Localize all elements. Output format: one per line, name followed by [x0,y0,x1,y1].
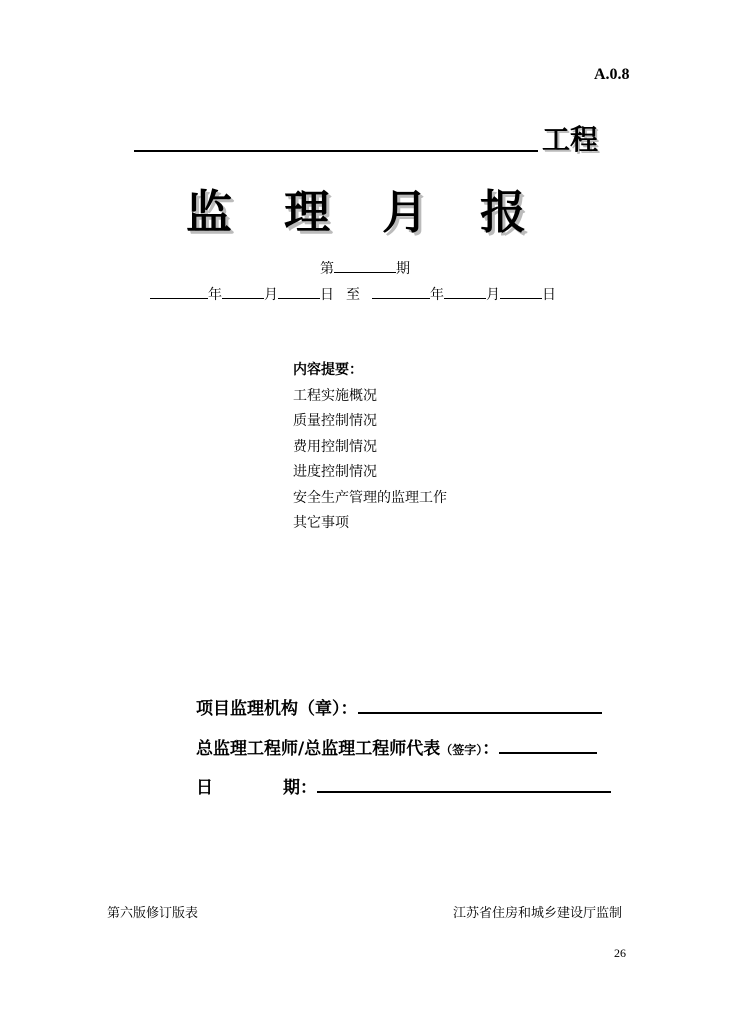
date-blank [317,777,611,793]
summary-item: 质量控制情况 [293,413,377,429]
date-row [196,773,611,798]
project-name-blank [134,150,538,152]
start-month-blank [222,286,264,299]
start-year-label: 年 [208,287,222,303]
end-year-label: 年 [430,287,444,303]
engineer-signature-row [196,734,597,759]
engineer-blank [499,738,597,754]
summary-item: 安全生产管理的监理工作 [293,489,447,506]
start-year-blank [150,286,208,299]
period-line [150,284,556,304]
start-month-label: 月 [264,287,278,303]
summary-item: 进度控制情况 [293,464,377,480]
engineer-sign-note: （签字） [440,743,483,757]
issue-suffix: 期 [396,261,410,277]
footer-version: 第六版修订版表 [107,906,199,921]
end-month-blank [444,286,486,299]
summary-section [293,358,447,537]
org-label: 项目监理机构（章）： [196,699,358,719]
footer-issuer: 江苏省住房和城乡建设厅监制 [453,906,623,921]
end-day-label: 日 [542,287,556,303]
end-day-blank [500,286,542,299]
form-code: A.0.8 [594,66,630,83]
page-title: 监 理 月 报 [185,185,545,239]
engineer-label: 总监理工程师/总监理工程师代表 [196,739,441,759]
end-month-label: 月 [486,287,500,303]
summary-item: 其它事项 [293,515,349,531]
date-label-1: 日 [196,778,213,798]
end-year-blank [372,286,430,299]
start-day-label: 日 [320,287,334,303]
org-blank [358,698,602,714]
date-label-2: 期： [283,778,317,798]
start-day-blank [278,286,320,299]
period-to-label: 至 [346,287,360,303]
org-signature-row [196,694,602,719]
issue-blank [334,260,396,273]
page-number: 26 [614,946,626,960]
summary-item: 费用控制情况 [293,438,377,455]
issue-line [0,258,730,278]
project-suffix: 工程 [542,123,599,156]
engineer-colon: ： [482,739,500,759]
summary-item: 工程实施概况 [293,387,377,404]
summary-heading: 内容提要： [293,362,363,378]
issue-prefix: 第 [320,261,334,277]
